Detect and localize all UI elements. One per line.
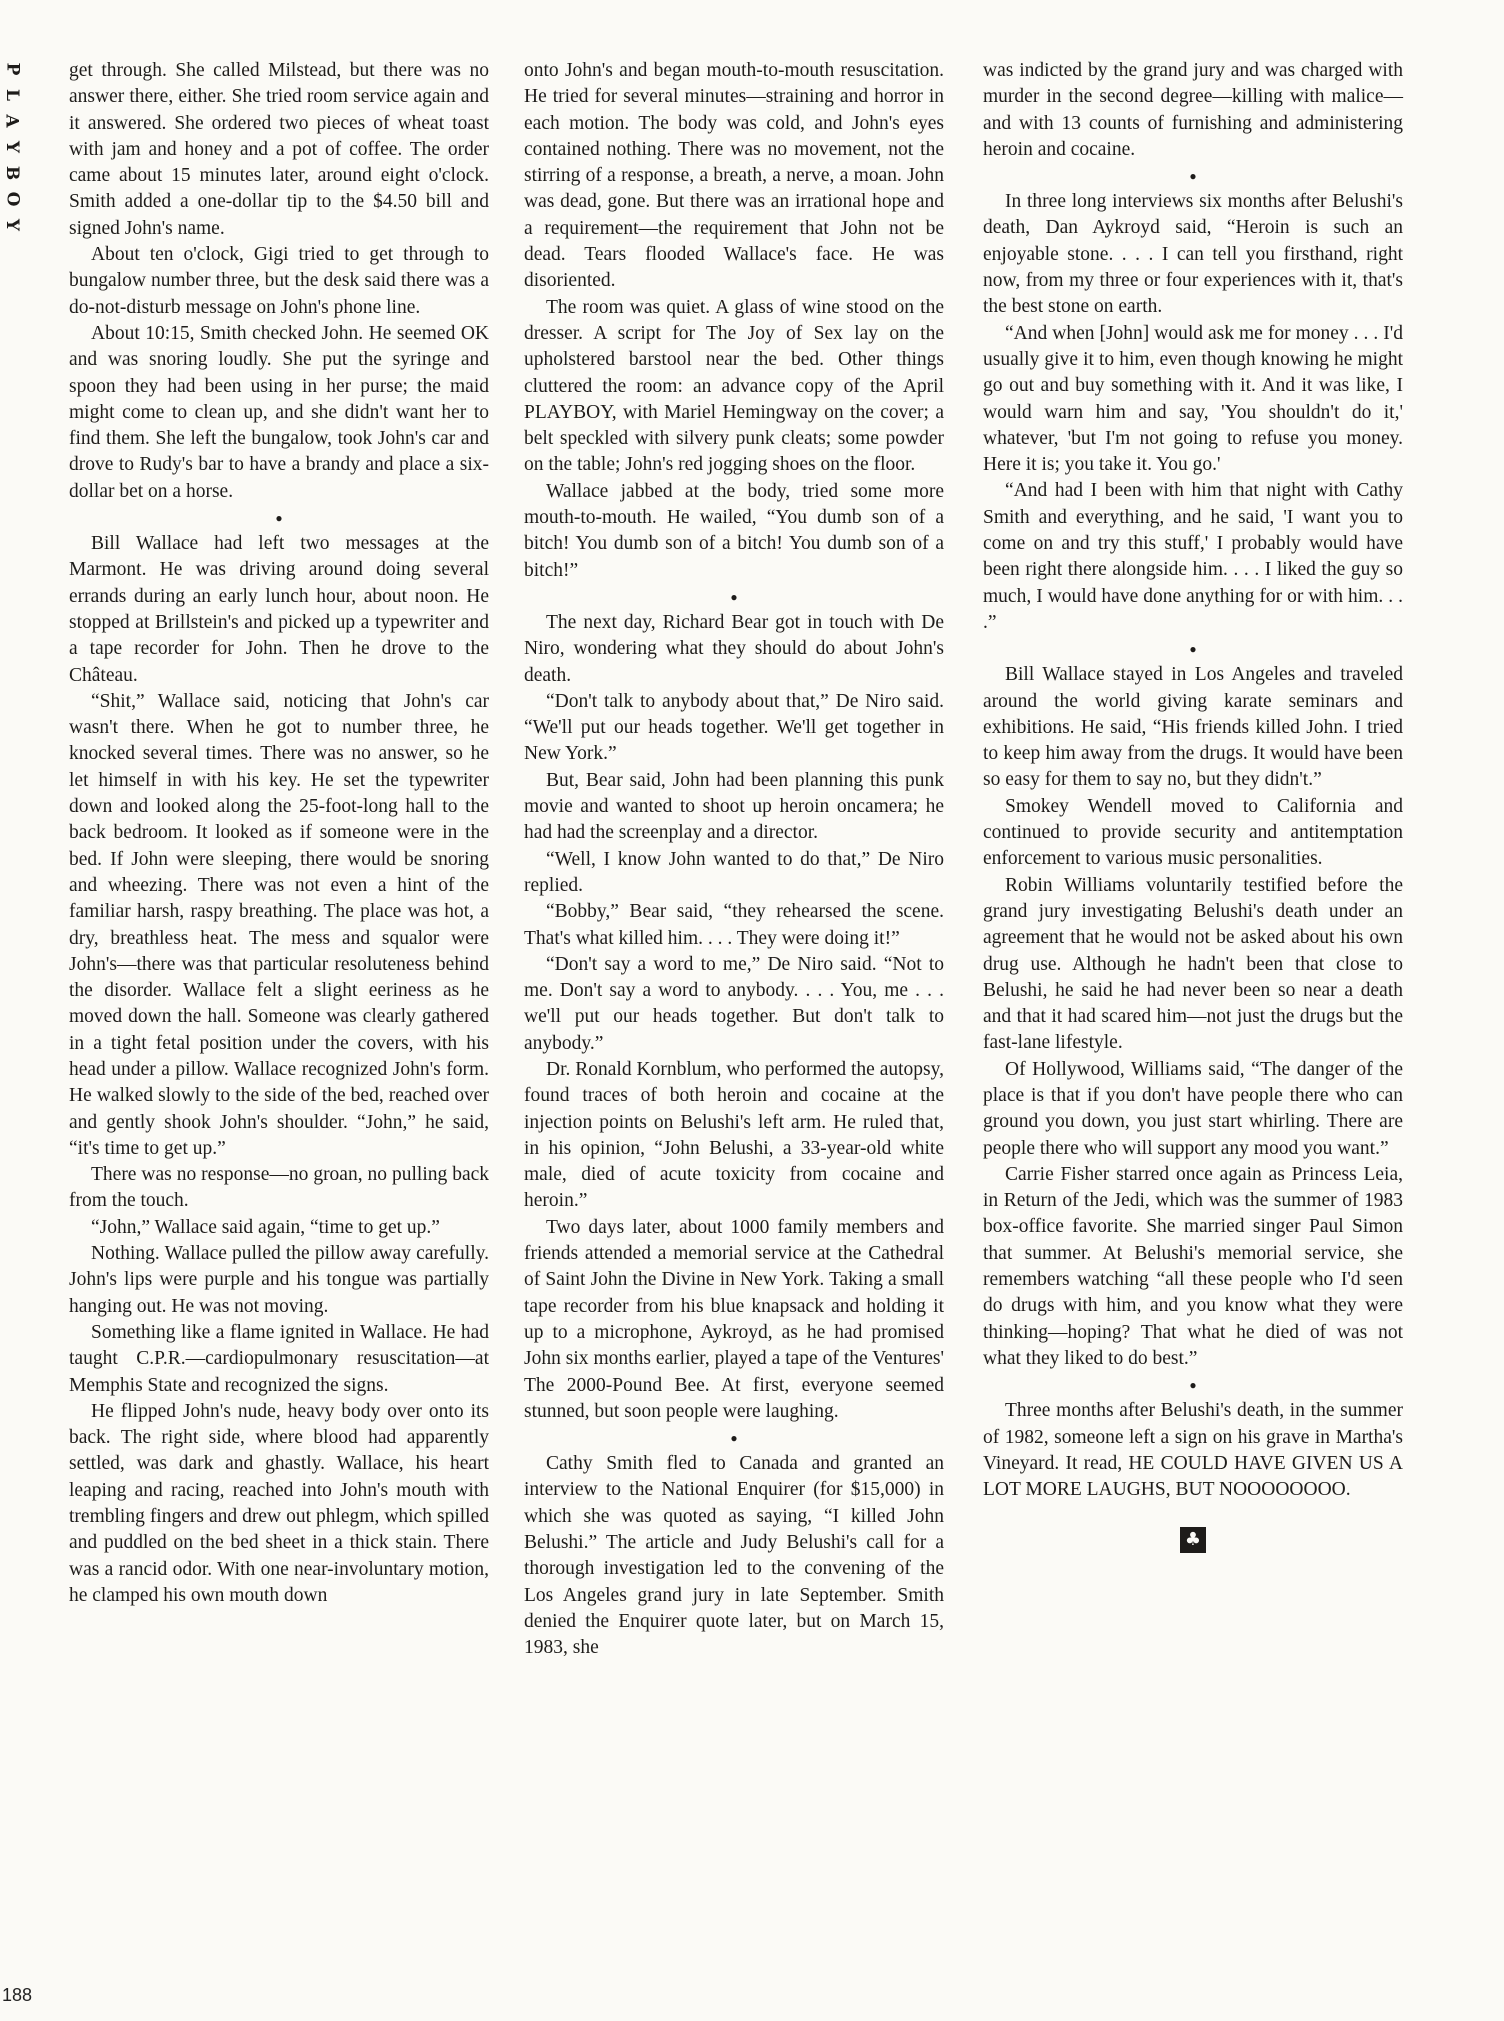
column-1 [69, 58, 489, 1609]
column-2 [524, 58, 944, 1662]
section-break-bullet: ● [1189, 169, 1197, 184]
article-paragraph: “Don't say a word to me,” De Niro said. “Not to me. Don't say a word to anybody. . . . You, me . . . we'll put our heads together. But don't talk to anybody.” [524, 953, 944, 1054]
article-paragraph: Carrie Fisher starred once again as Princess Leia, in Return of the Jedi, which was the summer of 1983 box-office favorite. She married singer Paul Simon that summer. At Belushi's memorial service, she remembers watching “all these people who I'd seen do drugs with him, and you know what they were thinking—hoping? That what he died of was not what they liked to do best.” [983, 1163, 1403, 1369]
article-paragraph: get through. She called Milstead, but there was no answer there, either. She tried room service again and it answered. She ordered two pieces of wheat toast with jam and honey and a pot of coffee. The order came about 15 minutes later, around eight o'clock. Smith added a one-dollar tip to the $4.50 bill and signed John's name. [69, 60, 489, 239]
article-paragraph: There was no response—no groan, no pulling back from the touch. [69, 1164, 489, 1212]
running-head-letter: Y [1, 140, 22, 154]
section-break-bullet: ● [730, 589, 738, 604]
section-break-bullet: ● [1189, 1378, 1197, 1393]
article-paragraph: “Bobby,” Bear said, “they rehearsed the scene. That's what killed him. . . . They were doing it!” [524, 901, 944, 949]
article-paragraph: “Shit,” Wallace said, noticing that John's car wasn't there. When he got to number three, he knocked several times. There was no answer, so he let himself in with his key. He set the typewriter down and looked along the 25-foot-long hall to the back bedroom. It looked as if someone were in the bed. If John were sleeping, there would be snoring and wheezing. There was not even a hint of the familiar harsh, raspy breathing. The place was hot, a dry, breathless heat. The mess and squalor were John's—there was that particular resoluteness behind the disorder. Wallace felt a slight eeriness as he moved down the hall. Someone was clearly gathered in a tight fetal position under the covers, with his head under a pillow. Wallace recognized John's form. He walked slowly to the side of the bed, reached over and gently shook John's shoulder. “John,” he said, “it's time to get up.” [69, 690, 489, 1159]
article-paragraph: “And had I been with him that night with Cathy Smith and everything, and he said, 'I want you to come on and try this stuff,' I probably would have been right there alongside him. . . . I liked the guy so much, I would have done anything for or with him. . . .” [983, 480, 1403, 633]
column-3 [983, 58, 1403, 1553]
article-paragraph: In three long interviews six months after Belushi's death, Dan Aykroyd said, “Heroin is such an enjoyable stone. . . . I can tell you firsthand, right now, from my three or four experiences with it, that's the best stone on earth. [983, 191, 1403, 318]
article-paragraph: “Don't talk to anybody about that,” De Niro said. “We'll put our heads together. We'll get together in New York.” [524, 690, 944, 765]
running-head [2, 56, 22, 238]
article-paragraph: onto John's and began mouth-to-mouth resuscitation. He tried for several minutes—straining and horror in each motion. The body was cold, and John's eyes contained nothing. There was no movement, not the stirring of a response, a breath, a nerve, a moan. John was dead, gone. But there was an irrational hope and a requirement—the requirement that John not be dead. Tears flooded Wallace's face. He was disoriented. [524, 60, 944, 292]
article-paragraph: The room was quiet. A glass of wine stood on the dresser. A script for The Joy of Sex lay on the upholstered barstool near the bed. Other things cluttered the room: an advance copy of the April PLAYBOY, with Mariel Hemingway on the cover; a belt speckled with silvery punk cleats; some powder on the table; John's red jogging shoes on the floor. [524, 296, 944, 476]
end-mark-icon: ♣ [1180, 1527, 1206, 1553]
running-head-letter: L [1, 89, 22, 101]
article-paragraph: Nothing. Wallace pulled the pillow away carefully. John's lips were purple and his tongue was partially hanging out. He was not moving. [69, 1243, 489, 1317]
article-paragraph: Bill Wallace had left two messages at the Marmont. He was driving around doing several errands during an early lunch hour, about noon. He stopped at Brillstein's and picked up a typewriter and a tape recorder for John. Then he drove to the Château. [69, 533, 489, 686]
article-paragraph: Something like a flame ignited in Wallace. He had taught C.P.R.—cardiopulmonary resuscitation—at Memphis State and recognized the signs. [69, 1321, 489, 1396]
running-head-letter: A [1, 114, 22, 128]
article-paragraph: About 10:15, Smith checked John. He seemed OK and was snoring loudly. She put the syringe and spoon they had been using in her purse; the maid might come to clean up, and she didn't want her to find them. She left the bungalow, took John's car and drove to Rudy's bar to have a brandy and place a six-dollar bet on a horse. [69, 322, 489, 502]
article-paragraph: “John,” Wallace said again, “time to get up.” [91, 1216, 440, 1238]
article-paragraph: Three months after Belushi's death, in the summer of 1982, someone left a sign on his grave in Martha's Vineyard. It read, HE COULD HAVE GIVEN US A LOT MORE LAUGHS, BUT NOOOOOOOO. [983, 1400, 1403, 1501]
article-paragraph: Two days later, about 1000 family members and friends attended a memorial service at the Cathedral of Saint John the Divine in New York. Taking a small tape recorder from his blue knapsack and holding it up to a microphone, Aykroyd, as he had promised John six months earlier, played a tape of the Ventures' The 2000-Pound Bee. At first, everyone seemed stunned, but soon people were laughing. [524, 1216, 944, 1422]
running-head-letter: P [1, 62, 22, 76]
article-paragraph: Bill Wallace stayed in Los Angeles and traveled around the world giving karate seminars and exhibitions. He said, “His friends killed John. I tried to keep him away from the drugs. It would have been so easy for them to say no, but they didn't.” [983, 664, 1403, 791]
article-paragraph: He flipped John's nude, heavy body over onto its back. The right side, where blood had apparently settled, was dark and ghastly. Wallace, his heart leaping and racing, reached into John's mouth with trembling fingers and drew out phlegm, which spilled and puddled on the bed sheet in a thick stain. There was a rancid odor. With one near-involuntary motion, he clamped his own mouth down [69, 1400, 489, 1606]
running-head-letter: O [2, 191, 22, 207]
article-paragraph: But, Bear said, John had been planning this punk movie and wanted to shoot up heroin oncamera; he had had the screenplay and a director. [524, 769, 944, 844]
section-break-bullet: ● [1189, 642, 1197, 657]
article-paragraph: was indicted by the grand jury and was charged with murder in the second degree—killing with malice—and with 13 counts of furnishing and administering heroin and cocaine. [983, 60, 1403, 160]
section-break-bullet: ● [275, 511, 283, 526]
article-paragraph: The next day, Richard Bear got in touch with De Niro, wondering what they should do about John's death. [524, 611, 944, 686]
article-paragraph: Robin Williams voluntarily testified before the grand jury investigating Belushi's death under an agreement that he would not be asked about his own drug use. Although he hadn't been that close to Belushi, he said he had never been so near a death and that it had scared him—not just the drugs but the fast-lane lifestyle. [983, 874, 1403, 1054]
article-paragraph: “And when [John] would ask me for money . . . I'd usually give it to him, even though knowing he might go out and buy something with it. And it was like, I would warn him and say, 'You shouldn't do it,' whatever, 'but I'm not going to refuse you money. Here it is; you take it. You go.' [983, 322, 1403, 476]
article-paragraph: Wallace jabbed at the body, tried some more mouth-to-mouth. He wailed, “You dumb son of a bitch! You dumb son of a bitch! You dumb son of a bitch!” [524, 480, 944, 581]
article-paragraph: Cathy Smith fled to Canada and granted an interview to the National Enquirer (for $15,000) in which she was quoted as saying, “I killed John Belushi.” The article and Judy Belushi's call for a thorough investigation led to the convening of the Los Angeles grand jury in late September. Smith denied the Enquirer quote later, but on March 15, 1983, she [524, 1453, 944, 1659]
page-number: 188 [2, 1985, 33, 2005]
article-paragraph: About ten o'clock, Gigi tried to get through to bungalow number three, but the desk said there was a do-not-disturb message on John's phone line. [69, 244, 489, 318]
running-head-letter: B [2, 165, 22, 181]
article-paragraph: Smokey Wendell moved to California and continued to provide security and antitemptation enforcement to various music personalities. [983, 795, 1403, 870]
article-paragraph: Of Hollywood, Williams said, “The danger of the place is that if you don't have people there who can ground you down, you just start whirling. There are people there who will support any mood you want.” [983, 1058, 1403, 1159]
article-paragraph: “Well, I know John wanted to do that,” De Niro replied. [524, 848, 944, 896]
article-paragraph: Dr. Ronald Kornblum, who performed the autopsy, found traces of both heroin and cocaine at the injection points on Belushi's left arm. He ruled that, in his opinion, “John Belushi, a 33-year-old white male, died of acute toxicity from cocaine and heroin.” [524, 1058, 944, 1212]
running-head-letter: Y [1, 218, 22, 232]
section-break-bullet: ● [730, 1431, 738, 1446]
